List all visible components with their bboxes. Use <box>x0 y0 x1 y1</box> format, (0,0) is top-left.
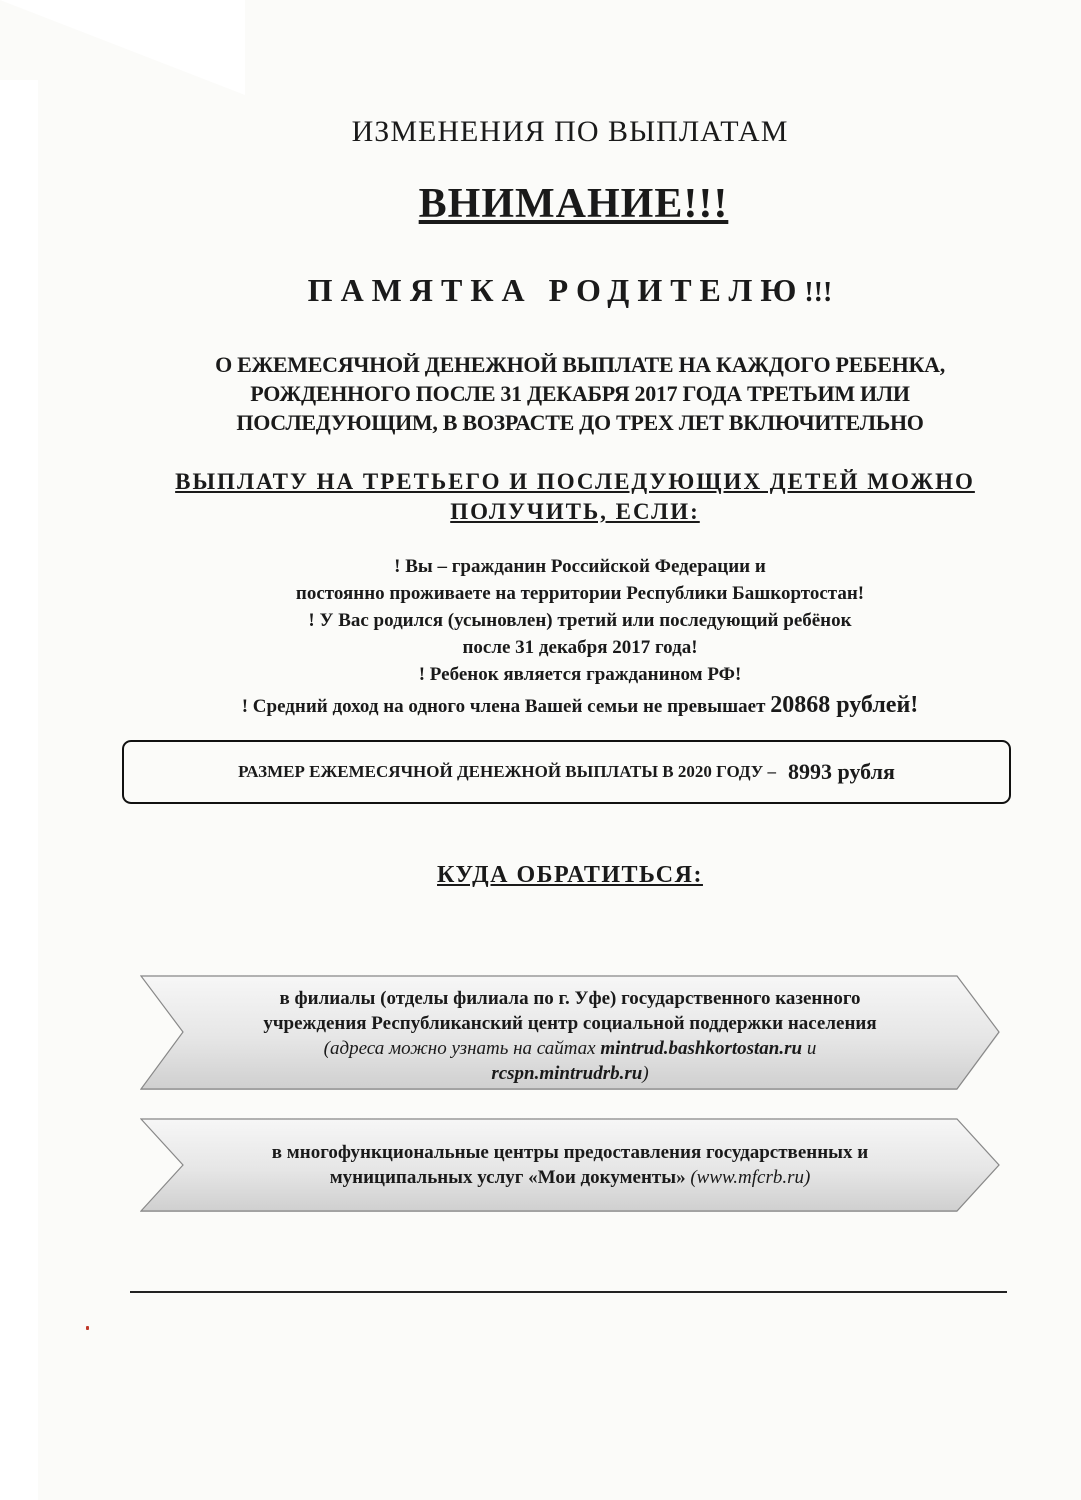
note-and: и <box>806 1038 817 1059</box>
option-line: в многофункциональные центры предоставления государственных и <box>271 1142 869 1163</box>
office-option-1 <box>170 986 970 1086</box>
condition-item: ! У Вас родился (усыновлен) третий или последующий ребёнок <box>308 610 852 631</box>
site-link-mfcrb[interactable]: (www.mfcrb.ru) <box>690 1167 811 1188</box>
site-link-rcspn[interactable]: rcspn.mintrudrb.ru <box>491 1063 643 1084</box>
condition-item: после 31 декабря 2017 года! <box>462 637 698 658</box>
office-option-2 <box>170 1140 970 1190</box>
subject-line: ПОСЛЕДУЮЩИМ, В ВОЗРАСТЕ ДО ТРЕХ ЛЕТ ВКЛЮЧИТЕЛЬНО <box>236 410 924 435</box>
changes-title: ИЗМЕНЕНИЯ ПО ВЫПЛАТАМ <box>351 115 789 148</box>
option-line: в филиалы (отделы филиала по г. Уфе) государственного казенного <box>279 988 861 1009</box>
option-line-text: муниципальных услуг «Мои документы» <box>329 1167 686 1188</box>
conditions-heading-line: ВЫПЛАТУ НА ТРЕТЬЕГО И ПОСЛЕДУЮЩИХ ДЕТЕЙ МОЖНО <box>175 469 975 494</box>
option-line: учреждения Республиканский центр социальной поддержки населения <box>263 1013 877 1034</box>
conditions-heading <box>140 467 1010 527</box>
subject-line: РОЖДЕННОГО ПОСЛЕ 31 ДЕКАБРЯ 2017 ГОДА ТРЕТЬИМ ИЛИ <box>250 381 910 406</box>
conditions-heading-line: ПОЛУЧИТЬ, ЕСЛИ: <box>450 499 700 524</box>
subject-heading <box>140 350 1020 437</box>
payment-label: РАЗМЕР ЕЖЕМЕСЯЧНОЙ ДЕНЕЖНОЙ ВЫПЛАТЫ В 2020 ГОДУ – <box>238 762 777 781</box>
folded-corner <box>0 0 245 95</box>
ink-speck <box>86 1326 89 1330</box>
option-line <box>170 1165 970 1190</box>
note-close: ) <box>642 1063 649 1084</box>
memo-heading <box>0 272 1081 309</box>
payment-amount: 8993 рубля <box>788 759 895 784</box>
option-note <box>170 1061 970 1086</box>
memo-heading-text: ПАМЯТКА РОДИТЕЛЮ <box>307 272 805 308</box>
condition-item: постоянно проживаете на территории Республики Башкортостан! <box>295 583 865 604</box>
subject-line: О ЕЖЕМЕСЯЧНОЙ ДЕНЕЖНОЙ ВЫПЛАТЕ НА КАЖДОГО РЕБЕНКА, <box>215 352 945 377</box>
income-value: 20868 рублей! <box>770 692 919 718</box>
income-prefix: ! Средний доход на одного члена Вашей семьи не превышает <box>241 696 766 717</box>
site-link-mintrud[interactable]: mintrud.bashkortostan.ru <box>600 1038 803 1059</box>
attention-heading: ВНИМАНИЕ!!! <box>418 181 729 227</box>
payment-amount-box <box>122 740 1011 804</box>
income-condition <box>130 692 1030 720</box>
where-heading: КУДА ОБРАТИТЬСЯ: <box>437 862 703 888</box>
note-prefix: (адреса можно узнать на сайтах <box>323 1038 596 1059</box>
conditions-list <box>130 553 1030 720</box>
condition-item: ! Вы – гражданин Российской Федерации и <box>394 556 766 577</box>
option-note <box>170 1036 970 1061</box>
memo-heading-exclaim: !!! <box>804 277 833 308</box>
condition-item: ! Ребенок является гражданином РФ! <box>418 664 742 685</box>
bottom-divider <box>130 1291 1007 1293</box>
